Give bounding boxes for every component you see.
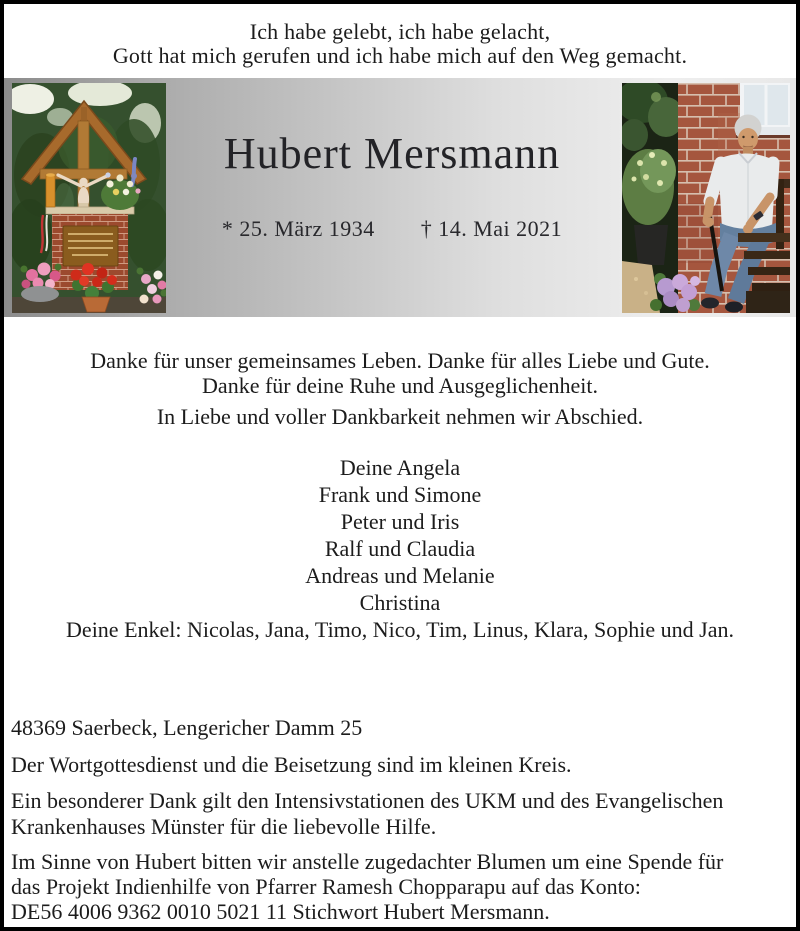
donation-note-line: das Projekt Indienhilfe von Pfarrer Ramesh Chopparapu auf das Konto:: [11, 874, 641, 899]
wayside-crucifix-photo: [12, 83, 166, 313]
mourners-list: [4, 454, 796, 643]
service-note: Der Wortgottesdienst und die Beisetzung sind im kleinen Kreis.: [11, 752, 572, 777]
donation-note-line: Im Sinne von Hubert bitten wir anstelle zugedachter Blumen um eine Spende für: [11, 849, 724, 874]
donation-note: [11, 849, 796, 924]
grandchildren-line: Deine Enkel: Nicolas, Jana, Timo, Nico, Tim, Linus, Klara, Sophie und Jan.: [66, 617, 734, 642]
thanks-note-line: Ein besonderer Dank gilt den Intensivstationen des UKM und des Evangelischen: [11, 788, 724, 813]
tribute-line-2: Danke für deine Ruhe und Ausgeglichenheit.: [202, 373, 598, 398]
death-date: † 14. Mai 2021: [420, 216, 563, 241]
thanks-note: [11, 788, 796, 840]
mourner-name: Andreas und Melanie: [305, 563, 495, 588]
mourner-name: Deine Angela: [339, 455, 461, 480]
epigraph-line-2: Gott hat mich gerufen und ich habe mich auf den Weg gemacht.: [112, 43, 688, 68]
elderly-man-photo: [622, 83, 790, 313]
memorial-banner: [4, 78, 796, 317]
address-line: 48369 Saerbeck, Lengericher Damm 25: [11, 715, 363, 740]
mourner-name: Ralf und Claudia: [324, 536, 476, 561]
tribute-text: [4, 348, 796, 429]
thanks-note-line: Krankenhauses Münster für die liebevolle Hilfe.: [11, 814, 437, 839]
birth-date: * 25. März 1934: [221, 216, 375, 241]
tribute-line-1: Danke für unser gemeinsames Leben. Danke für alles Liebe und Gute.: [90, 348, 710, 373]
epigraph-line-1: Ich habe gelebt, ich habe gelacht,: [249, 19, 551, 44]
donation-account-line: DE56 4006 9362 0010 5021 11 Stichwort Hubert Mersmann.: [11, 899, 550, 924]
details-section: [4, 714, 796, 924]
deceased-name: Hubert Mersmann: [223, 129, 561, 178]
epigraph: [4, 4, 796, 68]
tribute-line-3: In Liebe und voller Dankbarkeit nehmen wir Abschied.: [156, 404, 644, 429]
life-dates: [170, 216, 614, 242]
mourner-name: Christina: [359, 590, 441, 615]
mourner-name: Frank und Simone: [318, 482, 482, 507]
banner-text-area: [170, 78, 614, 317]
mourner-name: Peter und Iris: [340, 509, 460, 534]
